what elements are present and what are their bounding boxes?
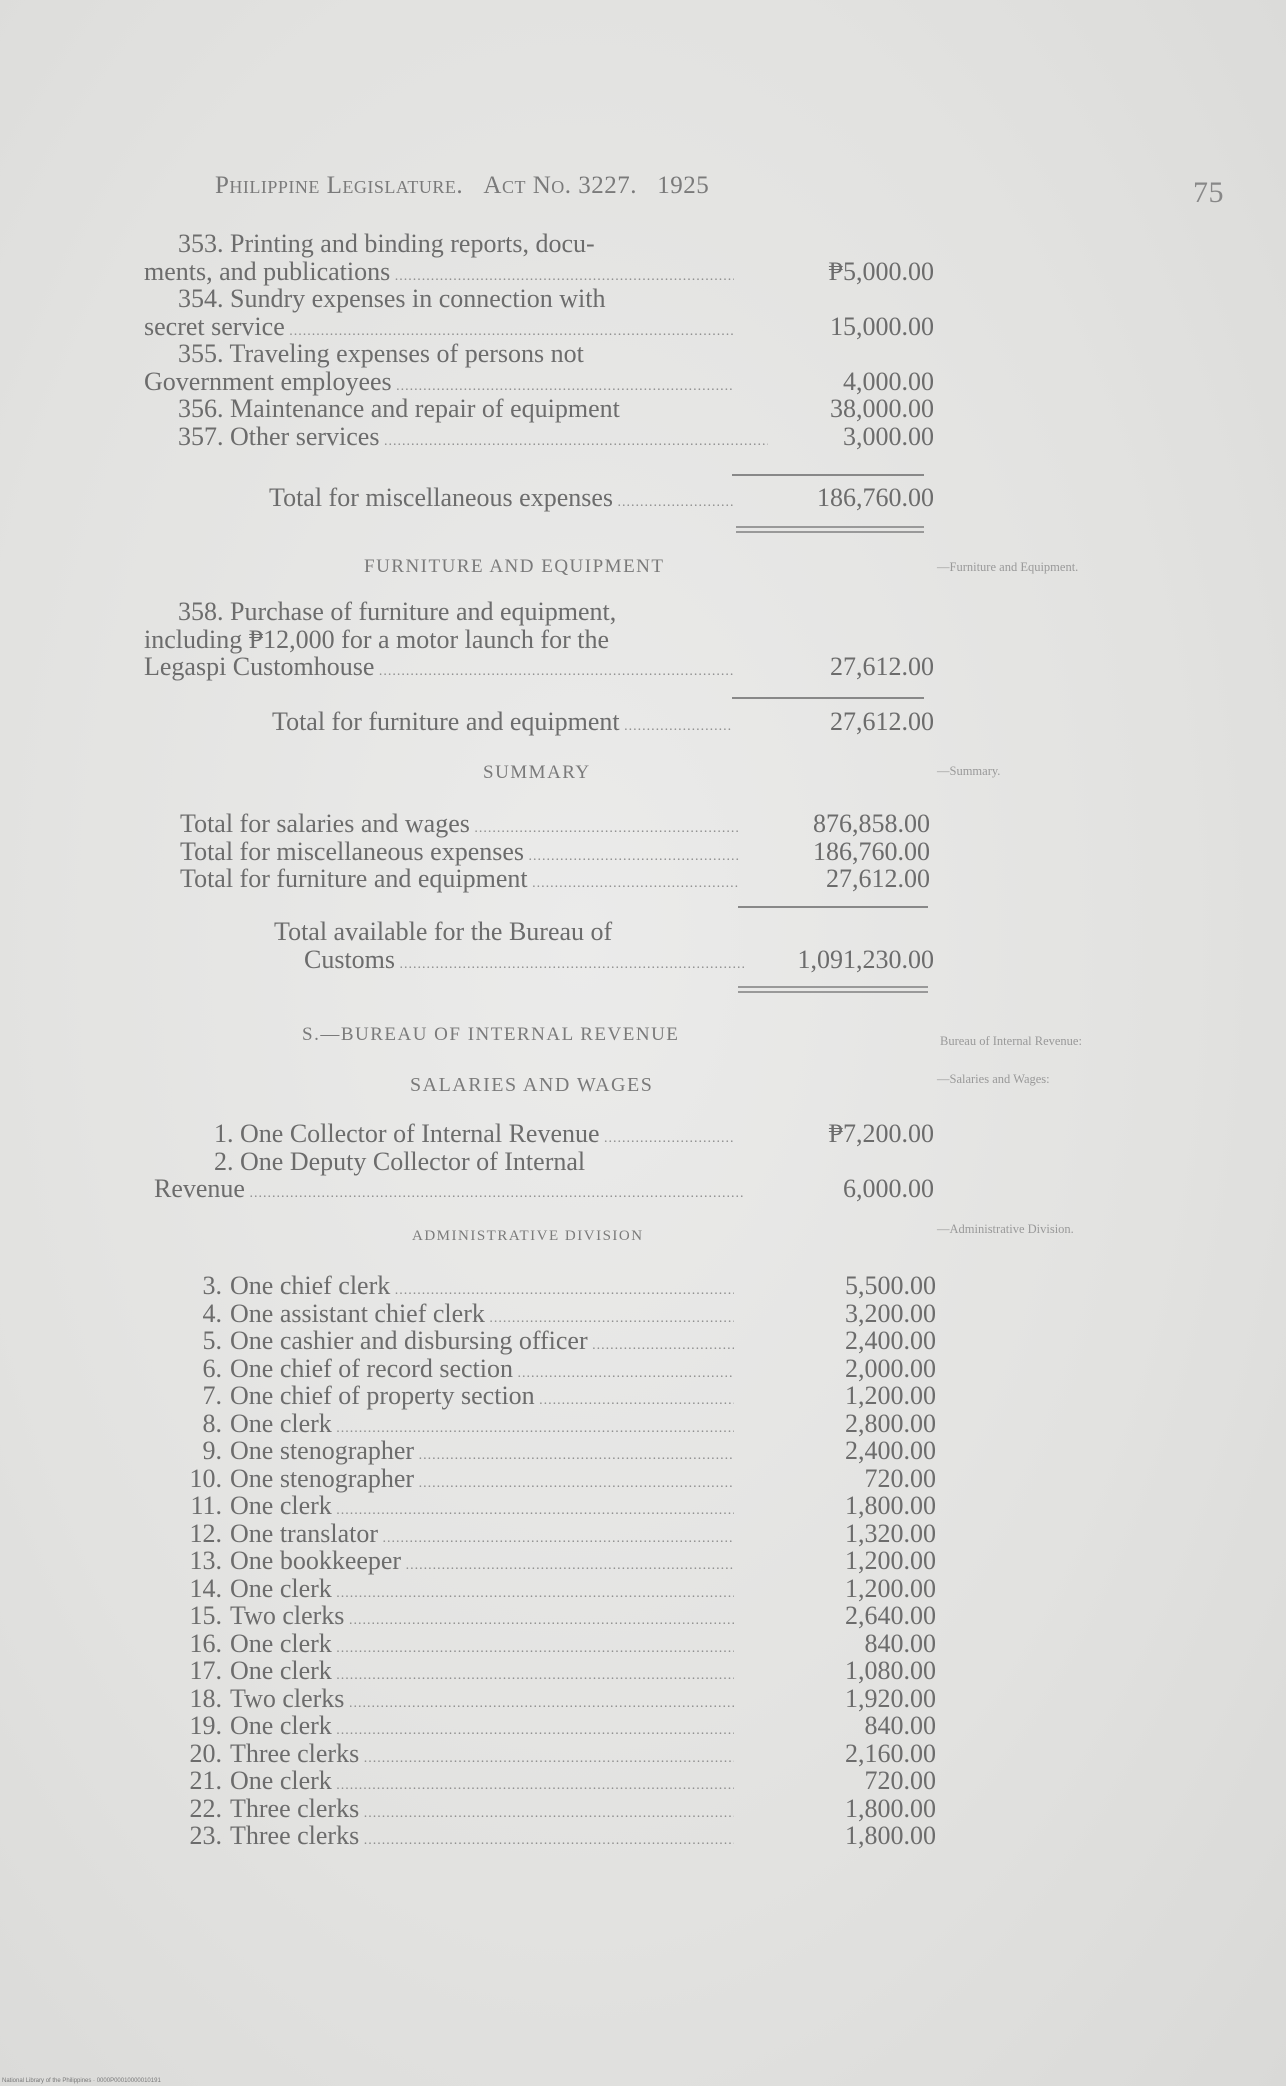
list-item [144,1327,936,1355]
misc-items [144,230,934,450]
header-title: Philippine Legislature. [215,172,464,199]
misc-total [144,484,934,512]
list-item [144,1547,936,1575]
header-act: Act No. 3227. [483,172,638,199]
item-label: Three clerks [230,1822,360,1850]
item-label: Two clerks [230,1602,345,1630]
item-number: 6. [202,1354,222,1383]
item-amount: 720.00 [864,1766,936,1795]
list-item [144,1492,936,1520]
admin-items [144,1272,936,1850]
item-number: 10. [189,1464,222,1493]
summary-row: Total for salaries and wages ..... 876,858.00 [180,810,930,838]
item-label: One translator [230,1519,379,1548]
item-label: One clerk [230,1574,332,1603]
item-number: 11. [190,1492,222,1520]
section-heading: FURNITURE AND EQUIPMENT [364,556,665,577]
furniture-item: 358. Purchase of furniture and equipment, including ₱12,000 for a motor launch for the Legaspi Customhouse ..... 27,612.00 [144,598,934,681]
item-amount: 1,080.00 [845,1656,936,1685]
item-number: 9. [202,1437,222,1465]
item-amount: 1,800.00 [845,1821,936,1850]
item-label: One assistant chief clerk [230,1299,485,1328]
item-label: One stenographer [230,1437,415,1465]
item-amount: 2,400.00 [845,1326,936,1355]
list-item: 354. Sundry expenses in connection with [178,285,606,313]
list-item [144,1355,936,1383]
item-number: 5. [202,1327,222,1355]
item-label: One clerk [230,1767,332,1795]
divider [732,697,924,699]
item-number: 14. [189,1574,222,1603]
summary-grand-total: Total available for the Bureau of Customs ..... 1,091,230.00 [144,918,934,973]
list-item [144,1822,936,1850]
list-item: 355. Traveling expenses of persons not [178,340,584,368]
item-label: One clerk [230,1712,332,1740]
item-label: Three clerks [230,1739,360,1768]
divider [738,906,928,908]
item-amount: 1,200.00 [845,1546,936,1575]
list-item: 357. Other services ..... 3,000.00 [144,423,934,451]
item-number: 17. [189,1657,222,1685]
list-item [144,1657,936,1685]
list-item [144,1602,936,1630]
item-label: One chief of record section [230,1354,513,1383]
item-number: 20. [189,1739,222,1768]
item-label: One clerk [230,1657,332,1685]
item-label: One clerk [230,1629,332,1658]
item-number: 21. [189,1767,222,1795]
list-item: Revenue ..... 6,000.00 [144,1175,934,1203]
section-heading: SUMMARY [483,762,591,783]
bir-top-items [144,1120,934,1203]
list-item: secret service ..... 15,000.00 [144,313,934,341]
item-label: One stenographer [230,1464,415,1493]
list-item [144,1410,936,1438]
section-subheading: SALARIES AND WAGES [410,1074,654,1096]
list-item: 353. Printing and binding reports, docu- [178,230,595,258]
item-amount: 840.00 [864,1711,936,1740]
page-header [215,172,1230,209]
item-number: 18. [189,1684,222,1713]
summary-rows [180,810,930,893]
item-number: 12. [189,1519,222,1548]
list-item [144,1795,936,1823]
margin-note: —Summary. [937,764,1001,778]
item-amount: 2,160.00 [845,1738,936,1768]
list-item [144,1740,936,1768]
section-heading: S.—BUREAU OF INTERNAL REVENUE [302,1024,680,1045]
list-item: Government employees ..... 4,000.00 [144,368,934,396]
item-number: 16. [189,1629,222,1658]
list-item [144,1685,936,1713]
list-item: 356. Maintenance and repair of equipment 38,000.00 [178,394,934,423]
list-item [144,1437,936,1465]
list-item: 2. One Deputy Collector of Internal [214,1147,586,1176]
item-amount: 1,920.00 [845,1683,936,1713]
list-item [144,1300,936,1328]
item-amount: 1,800.00 [845,1491,936,1520]
list-item: 1. One Collector of Internal Revenue ..... ₱7,200.00 [144,1120,934,1148]
item-number: 4. [202,1299,222,1328]
list-item [144,1712,936,1740]
item-amount: 2,400.00 [845,1436,936,1465]
page-number: 75 [1193,176,1224,209]
double-divider [738,986,928,993]
divider [732,474,924,476]
list-item [144,1767,936,1795]
margin-note: —Furniture and Equipment. [937,560,1079,574]
item-label: One clerk [230,1492,332,1520]
item-number: 13. [189,1547,222,1575]
item-amount: 1,200.00 [845,1573,936,1603]
item-label: One chief of property section [230,1382,535,1410]
item-amount: 2,800.00 [845,1408,936,1438]
item-amount: 5,500.00 [845,1271,936,1300]
list-item [144,1575,936,1603]
item-label: Two clerks [230,1684,345,1713]
item-amount: 1,200.00 [845,1381,936,1410]
item-label: One clerk [230,1409,332,1438]
summary-row: Total for miscellaneous expenses ..... 186,760.00 [180,838,930,866]
item-amount: 3,200.00 [845,1298,936,1328]
item-number: 22. [189,1794,222,1823]
list-item [144,1520,936,1548]
item-number: 19. [189,1712,222,1740]
total-row: Total for miscellaneous expenses ..... 186,760.00 [144,484,934,512]
item-number: 15. [189,1602,222,1630]
list-item [144,1465,936,1493]
furniture-total: Total for furniture and equipment ..... 27,612.00 [144,708,934,736]
item-label: One bookkeeper [230,1547,402,1575]
summary-row: Total for furniture and equipment ..... 27,612.00 [180,865,930,893]
margin-note: —Salaries and Wages: [937,1072,1050,1086]
list-item [144,1272,936,1300]
item-amount: 2,000.00 [845,1353,936,1383]
header-year: 1925 [657,172,710,199]
double-divider [736,526,924,533]
margin-note: Bureau of Internal Revenue: [940,1034,1082,1048]
item-number: 8. [202,1409,222,1438]
item-label: Three clerks [230,1794,360,1823]
item-amount: 2,640.00 [845,1601,936,1630]
item-label: One cashier and disbursing officer [230,1327,588,1355]
item-label: One chief clerk [230,1272,391,1300]
item-number: 3. [202,1272,222,1300]
section-subheading: ADMINISTRATIVE DIVISION [412,1228,644,1244]
margin-note: —Administrative Division. [937,1222,1074,1236]
footer-note: National Library of the Philippines · 0000P00010000010191 [2,2078,161,2084]
item-amount: 1,800.00 [845,1793,936,1823]
item-amount: 720.00 [864,1463,936,1493]
list-item [144,1630,936,1658]
item-amount: 840.00 [864,1628,936,1658]
item-number: 23. [189,1822,222,1850]
item-number: 7. [202,1382,222,1410]
item-amount: 1,320.00 [845,1518,936,1548]
list-item [144,1382,936,1410]
list-item: ments, and publications ..... ₱5,000.00 [144,258,934,286]
